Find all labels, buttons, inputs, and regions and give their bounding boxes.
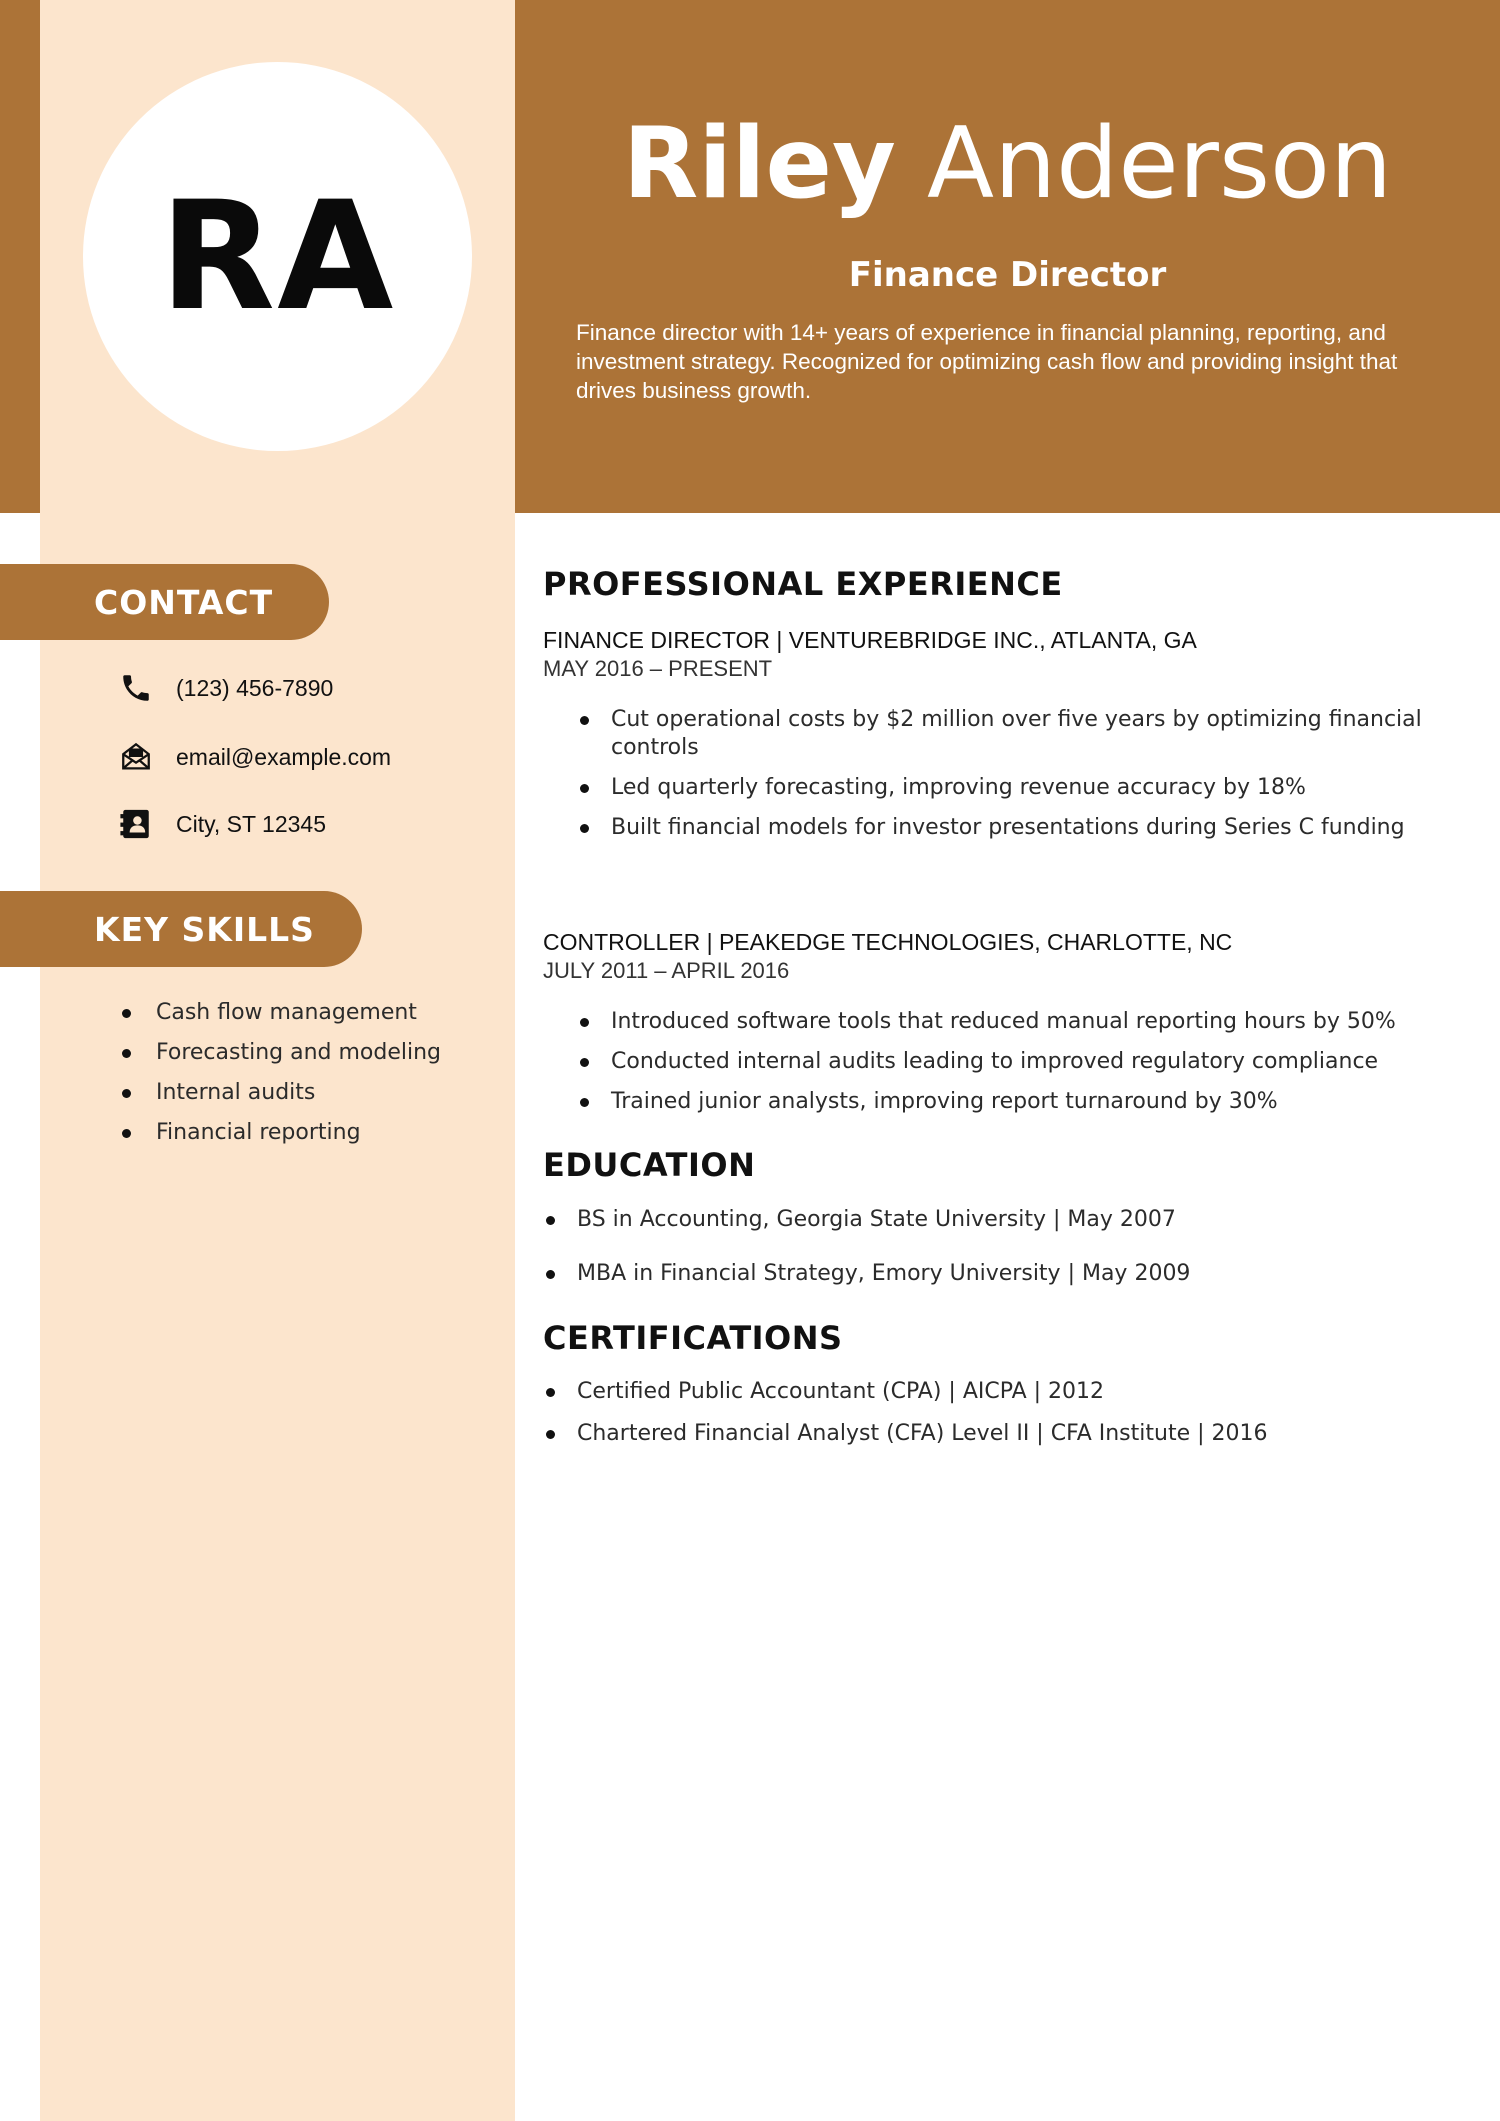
list-item: Internal audits — [120, 1073, 441, 1113]
job-title-line: FINANCE DIRECTOR | VENTUREBRIDGE INC., ATLANTA, GA — [543, 627, 1197, 653]
phone-icon — [118, 670, 154, 706]
job-bullets — [577, 706, 1437, 854]
profile-summary: Finance director with 14+ years of experience in financial planning, reporting, and investment strategy. Recognized for optimizing cash flow and providing insight that drives business growth. — [576, 320, 1398, 403]
list-item: Built financial models for investor presentations during Series C funding — [577, 814, 1437, 842]
list-item: Certified Public Accountant (CPA) | AICPA | 2012 — [543, 1378, 1443, 1406]
email-icon — [118, 739, 154, 775]
list-item: Financial reporting — [120, 1113, 441, 1153]
candidate-name — [515, 107, 1500, 221]
list-item: Chartered Financial Analyst (CFA) Level II | CFA Institute | 2016 — [543, 1420, 1443, 1448]
list-item: Cut operational costs by $2 million over five years by optimizing financial controls — [577, 706, 1437, 762]
list-item: Introduced software tools that reduced manual reporting hours by 50% — [577, 1008, 1437, 1036]
contact-email — [118, 737, 391, 777]
accent-strip — [0, 0, 40, 513]
certifications-list — [543, 1378, 1443, 1460]
address-icon — [118, 806, 154, 842]
contact-heading: CONTACT — [0, 564, 329, 640]
job-dates: JULY 2011 – APRIL 2016 — [543, 958, 790, 983]
skills-list — [120, 993, 441, 1153]
phone-text: (123) 456-7890 — [176, 674, 334, 701]
list-item: MBA in Financial Strategy, Emory University | May 2009 — [543, 1260, 1443, 1288]
education-list — [543, 1206, 1443, 1300]
list-item: Forecasting and modeling — [120, 1033, 441, 1073]
job-title-line: CONTROLLER | PEAKEDGE TECHNOLOGIES, CHARLOTTE, NC — [543, 929, 1233, 955]
job-dates: MAY 2016 – PRESENT — [543, 656, 773, 681]
first-name: Riley — [622, 107, 896, 221]
last-name: Anderson — [927, 107, 1393, 221]
monogram-initials: RA — [159, 169, 396, 344]
email-text: email@example.com — [176, 743, 392, 770]
education-heading: EDUCATION — [543, 1146, 756, 1184]
monogram-circle — [83, 62, 472, 451]
certifications-heading: CERTIFICATIONS — [543, 1319, 843, 1357]
list-item: Cash flow management — [120, 993, 441, 1033]
list-item: Trained junior analysts, improving report turnaround by 30% — [577, 1088, 1437, 1116]
contact-phone — [118, 668, 333, 708]
job-title: Finance Director — [848, 255, 1167, 295]
list-item: Led quarterly forecasting, improving revenue accuracy by 18% — [577, 774, 1437, 802]
skills-heading: KEY SKILLS — [0, 891, 362, 967]
contact-address — [118, 804, 326, 844]
list-item: Conducted internal audits leading to improved regulatory compliance — [577, 1048, 1437, 1076]
list-item: BS in Accounting, Georgia State University | May 2007 — [543, 1206, 1443, 1234]
experience-heading: PROFESSIONAL EXPERIENCE — [543, 565, 1063, 603]
job-bullets — [577, 1008, 1437, 1128]
address-text: City, ST 12345 — [176, 810, 327, 837]
